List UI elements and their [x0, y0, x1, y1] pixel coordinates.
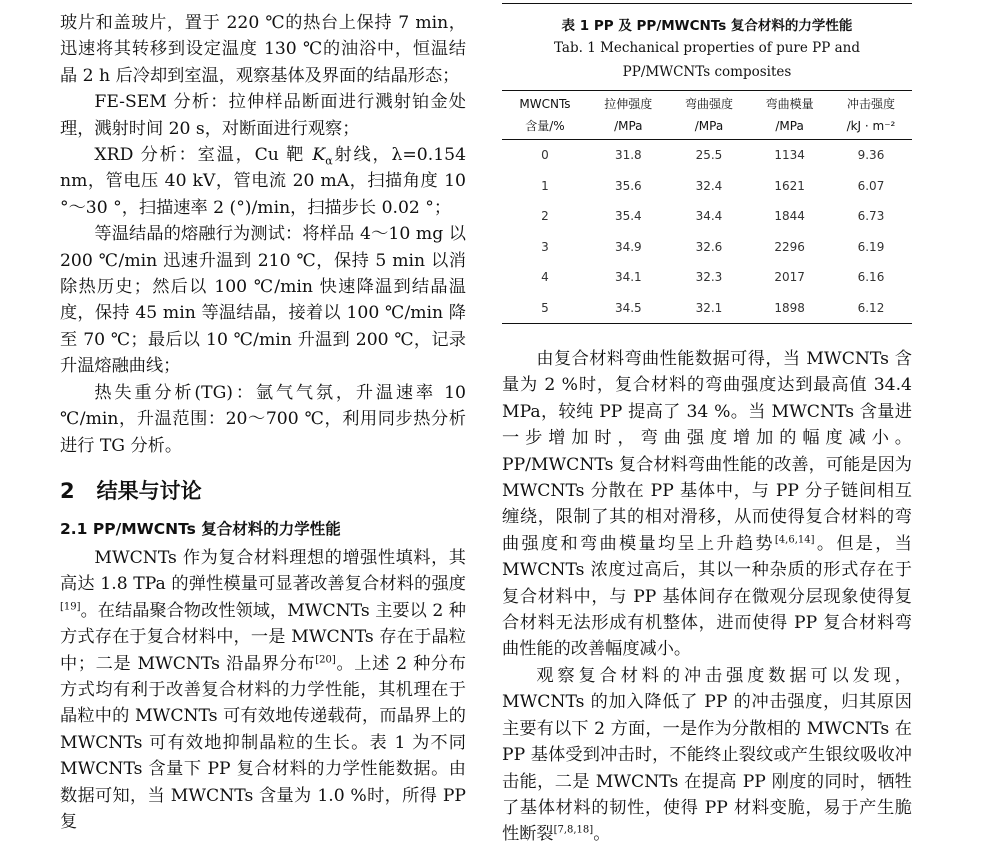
table-row: [502, 293, 912, 324]
table-cell: 1844: [774, 209, 805, 224]
header-impact-strength: 冲击强度 /kJ · m⁻²: [830, 91, 912, 140]
table-caption-cn: 表 1 PP 及 PP/MWCNTs 复合材料的力学性能: [561, 18, 853, 34]
table-row: [502, 201, 912, 232]
mechanical-properties-table: [502, 90, 912, 324]
header-mwcnt-content: MWCNTs 含量/%: [502, 91, 588, 140]
table-cell: 34.5: [588, 293, 669, 324]
table-caption: [502, 16, 912, 84]
table-cell: 32.1: [669, 293, 750, 324]
table-cell: 6.19: [857, 239, 885, 254]
table-cell: 31.8: [614, 148, 642, 163]
header-tensile-strength: 拉伸强度 /MPa: [588, 91, 669, 140]
table-cell: 3: [541, 239, 549, 254]
table-cell: 6.73: [857, 209, 885, 224]
paragraph-flexural-analysis: 由复合材料弯曲性能数据可得，当 MWCNTs 含量为 2 %时，复合材料的弯曲强度达到最高值 34.4 MPa，较纯 PP 提高了 34 %。当 MWCNTs 含量进一步增加时，弯曲强度增加的幅度减小。PP/MWCNTs 复合材料弯曲性能的改善，可能是因为 MWCNTs 分散在 PP 基体中，与 PP 分子链间相互缠绕，限制了其的相对滑移，从而使得复合材料的弯曲强度和弯曲模量均呈上升趋势[4,6,14]。但是，当 MWCNTs 浓度过高后，其以一种杂质的形式存在于复合材料中，与 PP 基体间存在微观分层现象使得复合材料无法形成有机整体，进而使得 PP 复合材料弯曲性能的改善幅度减小。: [502, 349, 912, 660]
table-cell: 6.12: [830, 293, 912, 324]
table-caption-en-line2: PP/MWCNTs composites: [622, 64, 792, 80]
citation: [20]: [315, 653, 336, 665]
table-cell: 0: [541, 148, 549, 163]
table-cell: 35.6: [614, 178, 642, 193]
citation: [19]: [60, 600, 81, 612]
table-cell: 1: [541, 178, 549, 193]
table-cell: 1134: [774, 148, 805, 163]
table-cell: 2296: [774, 239, 805, 254]
table-cell: 6.07: [857, 178, 885, 193]
table-cell: 6.16: [857, 270, 885, 285]
section-heading: 2 结果与讨论: [60, 478, 202, 503]
header-flexural-modulus: 弯曲模量 /MPa: [749, 91, 830, 140]
table-cell: 34.1: [614, 270, 642, 285]
table-caption-en-line1: Tab. 1 Mechanical properties of pure PP and: [553, 40, 861, 56]
paragraph-melting-test: 等温结晶的熔融行为测试：将样品 4～10 mg 以 200 ℃/min 迅速升温到 210 ℃，保持 5 min 以消除热历史；然后以 100 ℃/min 快速降温到结晶温度，保持 45 min 等温结晶，接着以 100 ℃/min 降至 70 ℃；最后以 10 ℃/min 升温到 200 ℃，记录升温熔融曲线；: [60, 224, 466, 377]
table-cell: 34.4: [695, 209, 723, 224]
citation: [4,6,14]: [774, 534, 815, 546]
table-header-row: [502, 91, 912, 140]
paragraph-sample-prep: 玻片和盖玻片，置于 220 ℃的热台上保持 7 min，迅速将其转移到设定温度 130 ℃的油浴中，恒温结晶 2 h 后冷却到室温，观察基体及界面的结晶形态；: [60, 13, 466, 86]
header-flexural-strength: 弯曲强度 /MPa: [669, 91, 750, 140]
table-cell: 1898: [749, 293, 830, 324]
paragraph-impact-analysis: 观察复合材料的冲击强度数据可以发现，MWCNTs 的加入降低了 PP 的冲击强度，归其原因主要有以下 2 方面，一是作为分散相的 MWCNTs 在 PP 基体受到冲击时，不能终止裂纹或产生银纹吸收冲击能，二是 MWCNTs 在提高 PP 刚度的同时，牺牲了基体材料的韧性，使得 PP 材料变脆，易于产生脆性断裂[7,8,18]。: [502, 665, 912, 845]
table-row: [502, 171, 912, 202]
table-cell: 32.3: [695, 270, 723, 285]
table-row: [502, 262, 912, 293]
table-cell: 2017: [774, 270, 805, 285]
table-cell: 25.5: [695, 148, 723, 163]
paragraph-mwcnt-intro: MWCNTs 作为复合材料理想的增强性填料，其高达 1.8 TPa 的弹性模量可显著改善复合材料的强度[19]。在结晶聚合物改性领域，MWCNTs 主要以 2 种方式存在于复合材料中，一是 MWCNTs 存在于晶粒中；二是 MWCNTs 沿晶界分布[20]。上述 2 种分布方式均有利于改善复合材料的力学性能，其机理在于晶粒中的 MWCNTs 可有效地传递载荷，而晶界上的 MWCNTs 可有效地抑制晶粒的生长。表 1 为不同 MWCNTs 含量下 PP 复合材料的力学性能数据。由数据可知，当 MWCNTs 含量为 1.0 %时，所得 PP 复: [60, 547, 466, 832]
table-cell: 34.9: [614, 239, 642, 254]
table-cell: 5: [502, 293, 588, 324]
table-cell: 1621: [774, 178, 805, 193]
right-column: [502, 0, 912, 848]
table-row: [502, 232, 912, 263]
paragraph-tg: 热失重分析(TG)：氩气气氛，升温速率 10 ℃/min，升温范围：20～700 ℃，利用同步热分析进行 TG 分析。: [60, 382, 466, 456]
citation: [7,8,18]: [553, 824, 594, 836]
table-cell: 32.4: [695, 178, 723, 193]
left-column: [60, 0, 466, 835]
table-row: [502, 140, 912, 171]
subsection-heading: 2.1 PP/MWCNTs 复合材料的力学性能: [60, 519, 341, 538]
paragraph-fesem: FE-SEM 分析：拉伸样品断面进行溅射铂金处理，溅射时间 20 s，对断面进行观察；: [60, 92, 466, 139]
paragraph-xrd: XRD 分析：室温，Cu 靶 $K_\alpha$射线，λ=0.154 nm，管电压 40 kV，管电流 20 mA，扫描角度 10 °～30 °，扫描速率 2 (°)/min，扫描步长 0.02 °；: [60, 145, 466, 218]
table-cell: 4: [541, 270, 549, 285]
table-cell: 9.36: [857, 148, 885, 163]
table-cell: 35.4: [614, 209, 642, 224]
table-cell: 32.6: [695, 239, 723, 254]
table-cell: 2: [541, 209, 549, 224]
